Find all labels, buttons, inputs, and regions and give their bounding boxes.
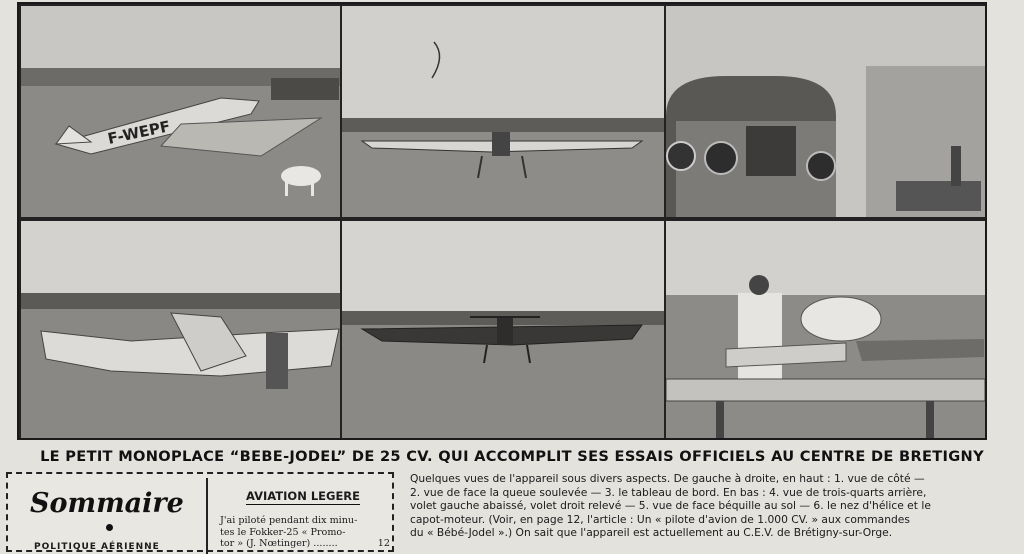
sommaire-section-heading: POLITIQUE AÉRIENNE [34, 542, 160, 552]
photo-three-quarter-rear [21, 221, 340, 438]
sommaire-entry-line: tor » (J. Nœtinger) ........ [220, 538, 338, 549]
photo-caption [410, 472, 1014, 540]
sommaire-category: AVIATION LEGERE [246, 489, 361, 503]
photo-front-tailskid-down [342, 221, 664, 438]
bullet-dot-icon [106, 524, 113, 531]
photo-front-tail-raised [342, 6, 664, 217]
sommaire-entry-line: J'ai piloté pendant dix minu- [220, 515, 358, 526]
photo-propeller-cowling [666, 221, 985, 438]
caption-line: volet gauche abaissé, volet droit relevé — 5. vue de face béquille au sol — 6. le nez d'hélice et le [410, 499, 931, 513]
sommaire-divider [206, 478, 208, 554]
photo-side-view [21, 6, 340, 217]
caption-line: du « Bébé-Jodel ».) On sait que l'appareil est actuellement au C.E.V. de Brétigny-sur-Orge. [410, 526, 893, 540]
photo-instrument-panel [666, 6, 985, 217]
headline: LE PETIT MONOPLACE “BEBE-JODEL” DE 25 CV. QUI ACCOMPLIT SES ESSAIS OFFICIELS AU CENTRE DE BRETIGNY [40, 448, 984, 465]
caption-line: Quelques vues de l'appareil sous divers aspects. De gauche à droite, en haut : 1. vue de côté — [410, 472, 925, 485]
sommaire-entry-page: 12 [377, 538, 390, 549]
caption-line: 2. vue de face la queue soulevée — 3. le tableau de bord. En bas : 4. vue de trois-quarts arrière, [410, 485, 927, 499]
sommaire-entry[interactable] [220, 515, 394, 550]
sommaire-title: Sommaire [30, 488, 184, 519]
sommaire-box [6, 472, 394, 552]
sommaire-entry-line: tes le Fokker-25 « Promo- [220, 526, 346, 538]
photo-grid [17, 2, 987, 440]
registration-label: F-WEPF [106, 117, 172, 148]
caption-line: capot-moteur. (Voir, en page 12, l'article : Un « pilote d'avion de 1.000 CV. » aux commandes [410, 512, 910, 526]
